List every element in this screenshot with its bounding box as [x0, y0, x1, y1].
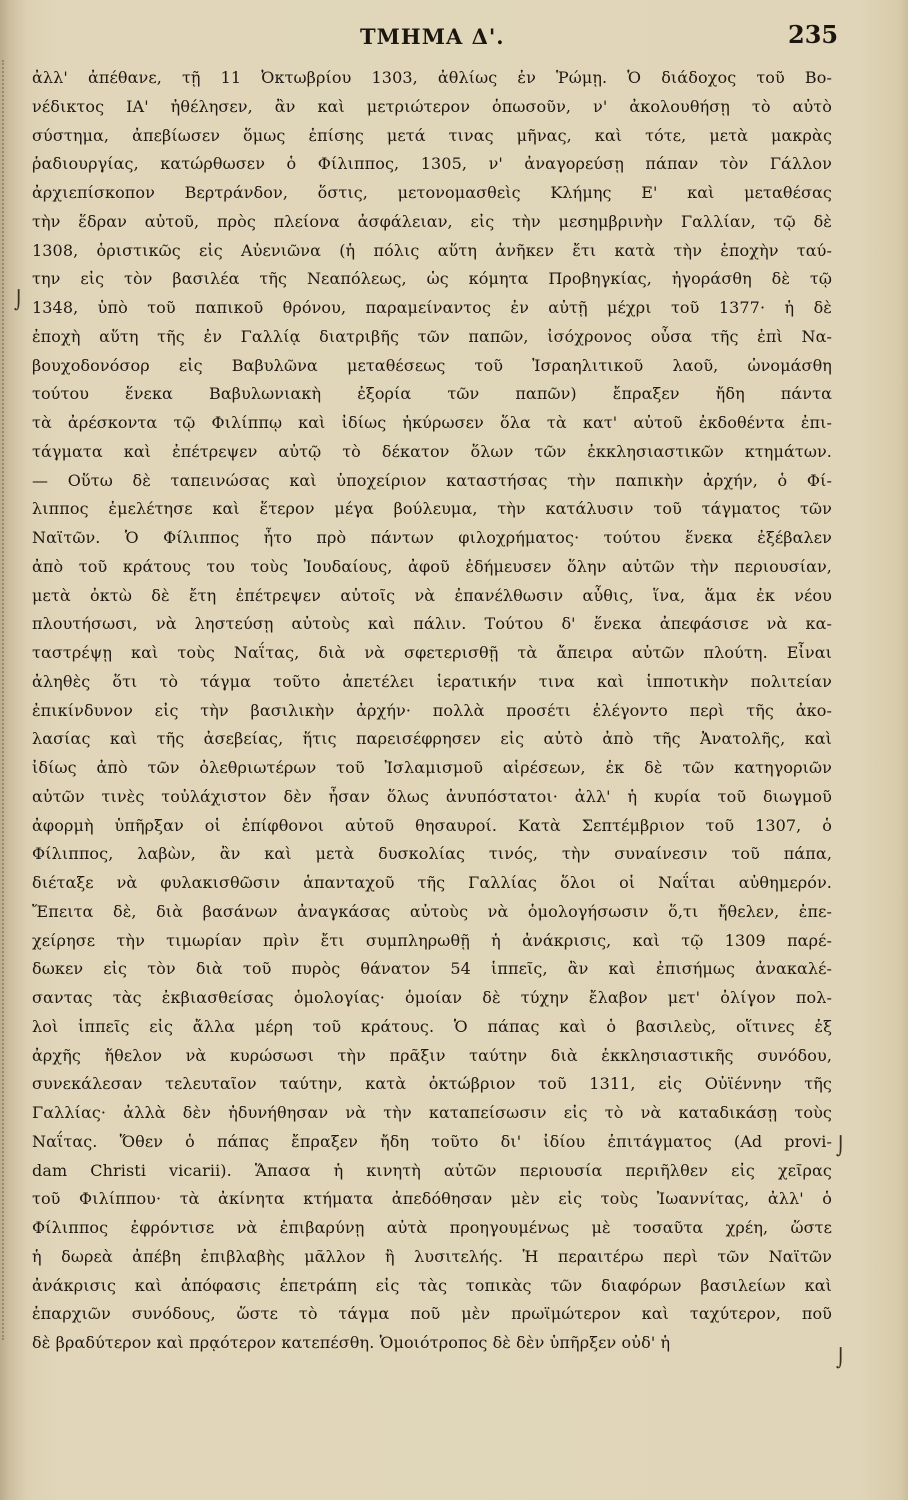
- text-line: δὲ βραδύτερον καὶ πρᾳότερον κατεπέσθη. Ὁμοιότροπος δὲ δὲν ὑπῆρξεν οὐδ' ἡ: [32, 1333, 671, 1352]
- text-line: βουχοδονόσορ εἰς Βαβυλῶνα μεταθέσεως τοῦ Ἰσραηλιτικοῦ λαοῦ, ὠνομάσθη: [32, 355, 832, 375]
- text-line: ἀνάκρισις καὶ ἀπόφασις ἐπετράπη εἰς τὰς τοπικὰς τῶν διαφόρων βασιλείων καὶ: [32, 1275, 832, 1295]
- text-line: πλουτήσωσι, νὰ ληστεύσῃ αὐτοὺς καὶ πάλιν. Τούτου δ' ἕνεκα ἀπεφάσισε νὰ κα-: [32, 614, 832, 634]
- margin-pencil-mark: ⌡: [836, 1348, 846, 1369]
- margin-pencil-mark: ⌡: [836, 1136, 846, 1157]
- text-line: Φίλιππος ἐφρόντισε νὰ ἐπιβαρύνῃ αὐτὰ προηγουμένως μὲ τοσαῦτα χρέη, ὥστε: [32, 1218, 832, 1237]
- text-line: ἰδίως ἀπὸ τῶν ὀλεθριωτέρων τοῦ Ἰσλαμισμοῦ αἱρέσεων, ἐκ δὲ τῶν κατηγοριῶν: [32, 758, 832, 777]
- text-line: νέδικτος ΙΑ' ἠθέλησεν, ἂν καὶ μετριώτερον ὁπωσοῦν, ν' ἀκολουθήσῃ τὸ αὐτὸ: [32, 96, 832, 116]
- text-line: ἀρχιεπίσκοπον Βερτράνδον, ὅστις, μετονομασθεὶς Κλήμης Ε' καὶ μεταθέσας: [32, 183, 832, 202]
- text-line: ἀφορμὴ ὑπῆρξαν οἱ ἐπίφθονοι αὐτοῦ θησαυροί. Κατὰ Σεπτέμβριον τοῦ 1307, ὁ: [32, 815, 832, 835]
- binding-edge: [2, 60, 14, 1340]
- body-text: [32, 64, 832, 1358]
- text-line: τοῦ Φιλίππου· τὰ ἀκίνητα κτήματα ἀπεδόθησαν μὲν εἰς τοὺς Ἰωαννίτας, ἀλλ' ὁ: [32, 1189, 832, 1209]
- margin-pencil-mark: ⌡: [14, 290, 24, 311]
- text-line: Φίλιππος, λαβὼν, ἂν καὶ μετὰ δυσκολίας τινός, τὴν συναίνεσιν τοῦ πάπα,: [32, 844, 832, 864]
- text-line: Ναΐτας. Ὅθεν ὁ πάπας ἔπραξεν ἤδη τοῦτο δι' ἰδίου ἐπιτάγματος (Ad provi-: [32, 1131, 832, 1151]
- page-header: [0, 8, 908, 58]
- text-line: ἐπαρχιῶν συνόδους, ὥστε τὸ τάγμα ποῦ μὲν πρωϊμώτερον καὶ ταχύτερον, ποῦ: [32, 1304, 832, 1324]
- text-line: ἐπικίνδυνον εἰς τὴν βασιλικὴν ἀρχήν· πολλὰ προσέτι ἐλέγοντο περὶ τῆς ἀκο-: [32, 700, 832, 720]
- text-line: 1308, ὁριστικῶς εἰς Αὐενιῶνα (ἡ πόλις αὕτη ἀνῆκεν ἔτι κατὰ τὴν ἐποχὴν ταύ-: [32, 240, 832, 260]
- text-line: σαντας τὰς ἐκβιασθείσας ὁμολογίας· ὁμοίαν δὲ τύχην ἔλαβον μετ' ὀλίγον πολ-: [32, 988, 832, 1007]
- text-line: ῥαδιουργίας, κατώρθωσεν ὁ Φίλιππος, 1305, ν' ἀναγορεύσῃ πάπαν τὸν Γάλλον: [32, 154, 832, 174]
- text-line: τὴν ἕδραν αὐτοῦ, πρὸς πλείονα ἀσφάλειαν, εἰς τὴν μεσημβρινὴν Γαλλίαν, τῷ δὲ: [32, 211, 832, 231]
- text-line: ἡ δωρεὰ ἀπέβη ἐπιβλαβὴς μᾶλλον ἢ λυσιτελής. Ἡ περαιτέρω περὶ τῶν Ναϊτῶν: [32, 1246, 832, 1266]
- text-line: συνεκάλεσαν τελευταῖον ταύτην, κατὰ ὀκτώβριον τοῦ 1311, εἰς Οὐϊέννην τῆς: [32, 1074, 832, 1094]
- running-title: ΤΜΗΜΑ Δ'.: [360, 24, 505, 49]
- text-line: 1348, ὑπὸ τοῦ παπικοῦ θρόνου, παραμείναντος ἐν αὐτῇ μέχρι τοῦ 1377· ἡ δὲ: [32, 298, 832, 317]
- text-line: διέταξε νὰ φυλακισθῶσιν ἁπανταχοῦ τῆς Γαλλίας ὅλοι οἱ Ναΐται αὐθημερόν.: [32, 873, 832, 892]
- text-line: Ναϊτῶν. Ὁ Φίλιππος ἦτο πρὸ πάντων φιλοχρήματος· τούτου ἕνεκα ἐξέβαλεν: [32, 528, 832, 547]
- text-line: τούτου ἕνεκα Βαβυλωνιακὴ ἐξορία τῶν παπῶν) ἔπραξεν ἤδη πάντα: [32, 384, 832, 404]
- text-line: τὰ ἀρέσκοντα τῷ Φιλίππῳ καὶ ἰδίως ἠκύρωσεν ὅλα τὰ κατ' αὐτοῦ ἐκδοθέντα ἐπι-: [32, 413, 832, 432]
- text-line: λασίας καὶ τῆς ἀσεβείας, ἥτις παρεισέφρησεν εἰς αὐτὸ ἀπὸ τῆς Ἀνατολῆς, καὶ: [32, 729, 832, 749]
- text-line: λιππος ἐμελέτησε καὶ ἕτερον μέγα βούλευμα, τὴν κατάλυσιν τοῦ τάγματος τῶν: [32, 499, 832, 519]
- text-line: χείρησε τὴν τιμωρίαν πρὶν ἔτι συμπληρωθῇ ἡ ἀνάκρισις, καὶ τῷ 1309 παρέ-: [32, 930, 832, 950]
- text-line: μετὰ ὀκτὼ δὲ ἔτη ἐπέτρεψεν αὐτοῖς νὰ ἐπανέλθωσιν αὖθις, ἵνα, ἅμα ἐκ νέου: [32, 585, 832, 605]
- page-number: 235: [788, 20, 839, 49]
- text-line: ἀπὸ τοῦ κράτους του τοὺς Ἰουδαίους, ἀφοῦ ἐδήμευσεν ὅλην αὐτῶν τὴν περιουσίαν,: [32, 556, 832, 576]
- text-line: δωκεν εἰς τὸν διὰ τοῦ πυρὸς θάνατον 54 ἱππεῖς, ἂν καὶ ἐπισήμως ἀνακαλέ-: [32, 959, 832, 979]
- text-line: dam Christi vicarii). Ἅπασα ἡ κινητὴ αὐτῶν περιουσία περιῆλθεν εἰς χεῖρας: [32, 1160, 832, 1180]
- text-line: την εἰς τὸν βασιλέα τῆς Νεαπόλεως, ὡς κόμητα Προβηγκίας, ἠγοράσθη δὲ τῷ: [32, 269, 832, 289]
- text-line: σύστημα, ἀπεβίωσεν ὅμως ἐπίσης μετά τινας μῆνας, καὶ τότε, μετὰ μακρὰς: [32, 125, 832, 145]
- text-line: λοὶ ἱππεῖς εἰς ἄλλα μέρη τοῦ κράτους. Ὁ πάπας καὶ ὁ βασιλεὺς, οἵτινες ἐξ: [32, 1016, 832, 1036]
- text-line: Ἔπειτα δὲ, διὰ βασάνων ἀναγκάσας αὐτοὺς νὰ ὁμολογήσωσιν ὅ,τι ἤθελεν, ἐπε-: [32, 901, 832, 921]
- text-line: τάγματα καὶ ἐπέτρεψεν αὐτῷ τὸ δέκατον ὅλων τῶν ἐκκλησιαστικῶν κτημάτων.: [32, 441, 832, 461]
- text-line: Γαλλίας· ἀλλὰ δὲν ἠδυνήθησαν νὰ τὴν καταπείσωσιν εἰς τὸ νὰ καταδικάσῃ τοὺς: [32, 1103, 832, 1122]
- text-line: ἀρχῆς ἤθελον νὰ κυρώσωσι τὴν πρᾶξιν ταύτην διὰ ἐκκλησιαστικῆς συνόδου,: [32, 1045, 832, 1065]
- text-line: ἀλλ' ἀπέθανε, τῇ 11 Ὀκτωβρίου 1303, ἀθλίως ἐν Ῥώμῃ. Ὁ διάδοχος τοῦ Βο-: [32, 68, 832, 87]
- text-line: ἐποχὴ αὕτη τῆς ἐν Γαλλίᾳ διατριβῆς τῶν παπῶν, ἰσόχρονος οὖσα τῆς ἐπὶ Να-: [32, 326, 832, 346]
- text-line: αὐτῶν τινὲς τοὐλάχιστον δὲν ἦσαν ὅλως ἀνυπόστατοι· ἀλλ' ἡ κυρία τοῦ διωγμοῦ: [32, 786, 832, 806]
- text-line: ταστρέψῃ καὶ τοὺς Ναΐτας, διὰ νὰ σφετερισθῇ τὰ ἄπειρα αὐτῶν πλούτη. Εἶναι: [32, 643, 832, 662]
- text-line: — Οὕτω δὲ ταπεινώσας καὶ ὑποχείριον καταστήσας τὴν παπικὴν ἀρχήν, ὁ Φί-: [32, 470, 832, 490]
- text-line: ἀληθὲς ὅτι τὸ τάγμα τοῦτο ἀπετέλει ἱερατικήν τινα καὶ ἱπποτικὴν πολιτείαν: [32, 671, 832, 691]
